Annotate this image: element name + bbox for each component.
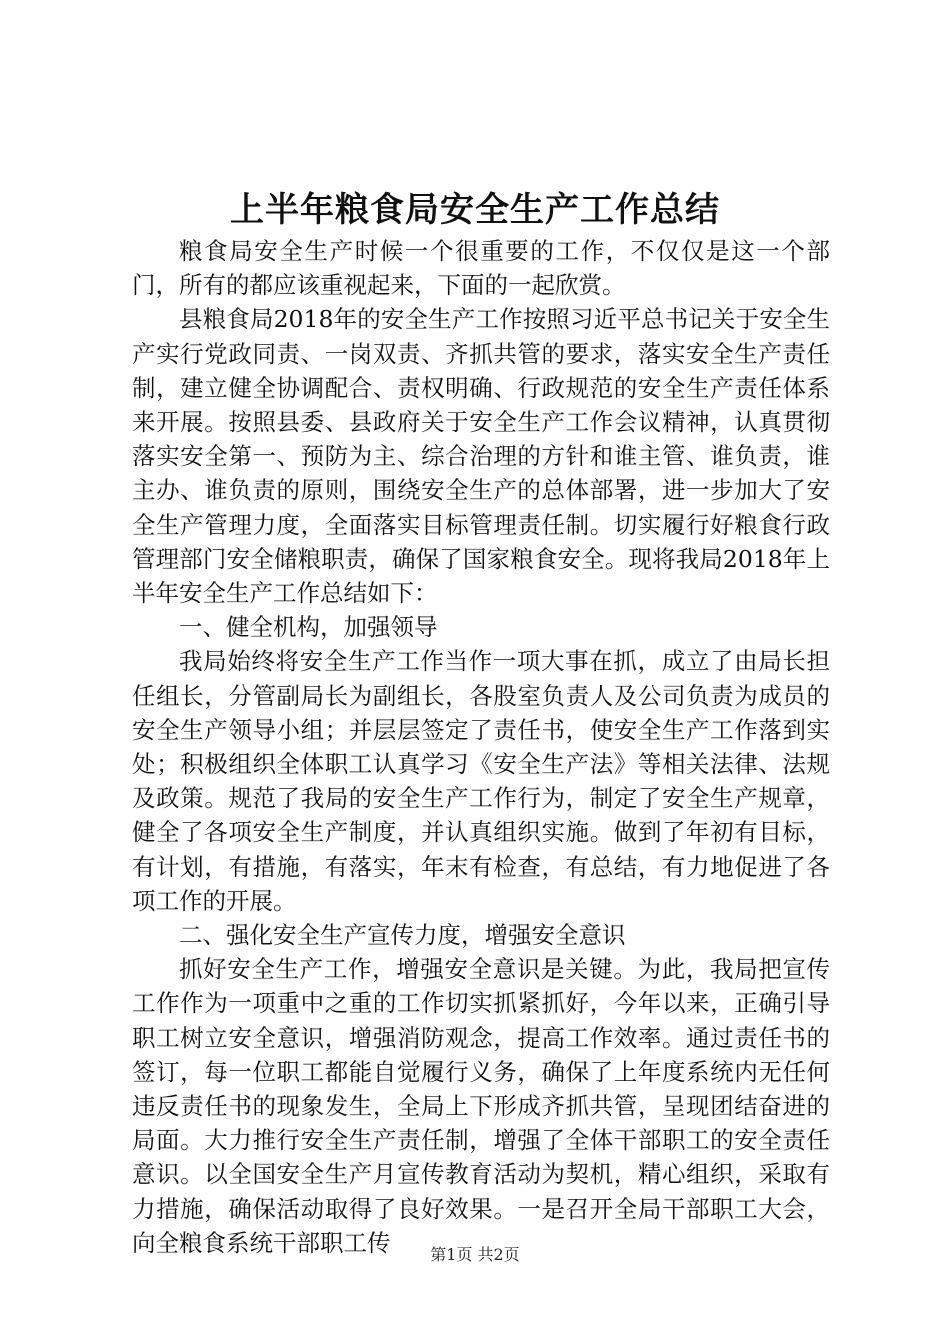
document-title: 上半年粮食局安全生产工作总结 <box>230 190 720 230</box>
page-number-footer: 第1页 共2页 <box>430 1245 520 1264</box>
paragraph-section-1: 我局始终将安全生产工作当作一项大事在抓，成立了由局长担任组长，分管副局长为副组长，各股室负责人及公司负责为成员的安全生产领导小组；并层层签定了责任书，使安全生产工作落到实处；积极组织全体职工认真学习《安全生产法》等相关法律、法规及政策。规范了我局的安全生产工作行为，制定了安全生产规章，健全了各项安全生产制度，并认真组织实施。做到了年初有目标，有计划，有措施，有落实，年末有检查，有总结，有力地促进了各项工作的开展。 <box>132 647 830 915</box>
section-heading-2: 二、强化安全生产宣传力度，增强安全意识 <box>179 921 626 950</box>
paragraph-overview: 县粮食局2018年的安全生产工作按照习近平总书记关于安全生产实行党政同责、一岗双责、齐抓共管的要求，落实安全生产责任制，建立健全协调配合、责权明确、行政规范的安全生产责任体系来开展。按照县委、县政府关于安全生产工作会议精神，认真贯彻落实安全第一、预防为主、综合治理的方针和谁主管、谁负责，谁主办、谁负责的原则，围绕安全生产的总体部署，进一步加大了安全生产管理力度，全面落实目标管理责任制。切实履行好粮食行政管理部门安全储粮职责，确保了国家粮食安全。现将我局2018年上半年安全生产工作总结如下： <box>132 305 830 608</box>
paragraph-section-2: 抓好安全生产工作，增强安全意识是关键。为此，我局把宣传工作作为一项重中之重的工作切实抓紧抓好，今年以来，正确引导职工树立安全意识，增强消防观念，提高工作效率。通过责任书的签订，每一位职工都能自觉履行义务，确保了上年度系统内无任何违反责任书的现象发生，全局上下形成齐抓共管，呈现团结奋进的局面。大力推行安全生产责任制，增强了全体干部职工的安全责任意识。以全国安全生产月宣传教育活动为契机，精心组织，采取有力措施，确保活动取得了良好效果。一是召开全局干部职工大会，向全粮食系统干部职工传 <box>132 955 830 1257</box>
paragraph-intro: 粮食局安全生产时候一个很重要的工作，不仅仅是这一个部门，所有的都应该重视起来，下面的一起欣赏。 <box>132 237 830 300</box>
section-heading-1: 一、健全机构，加强领导 <box>179 613 438 642</box>
document-body <box>132 234 830 1260</box>
